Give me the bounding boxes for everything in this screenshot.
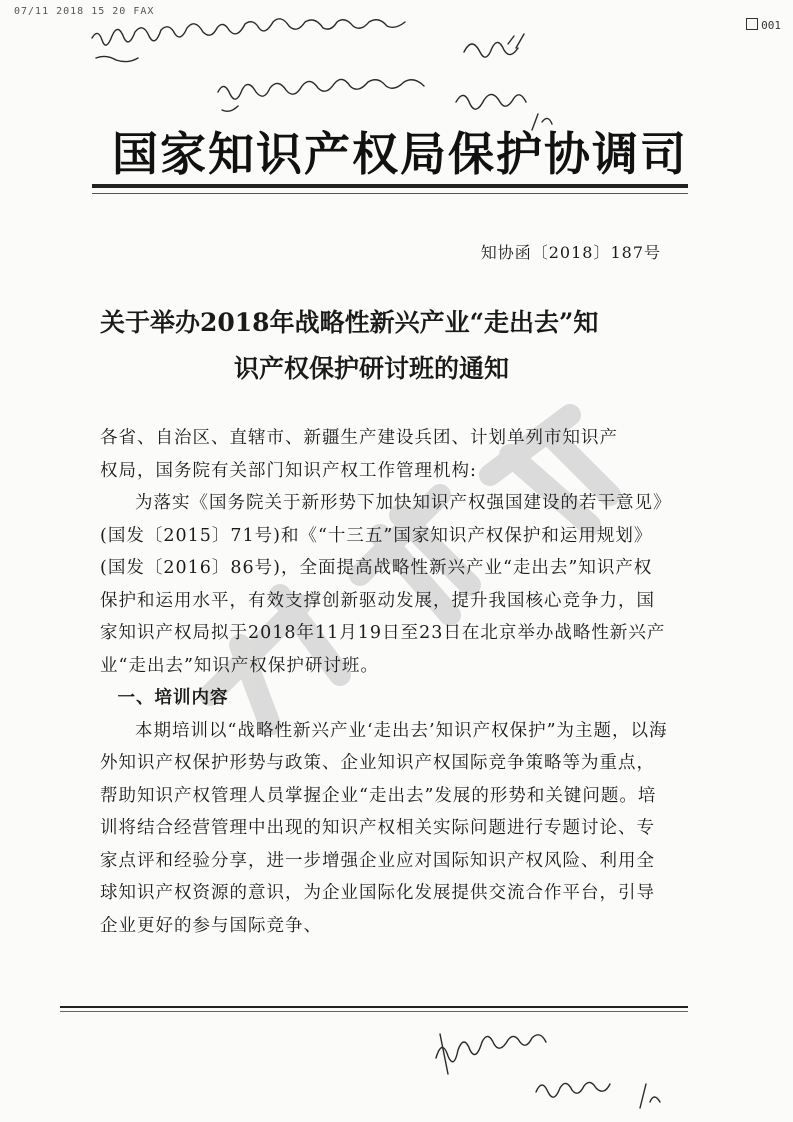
document-number: 知协函〔2018〕187号 [480,243,661,262]
fax-page-number: 001 [761,19,781,32]
addressee-line-2: 权局，国务院有关部门知识产权工作管理机构: [100,460,477,481]
document-title-line-1: 关于举办2018年战略性新兴产业“走出去”知 [100,308,599,337]
paragraph-purpose: 为落实《国务院关于新形势下加快知识产权强国建设的若干意见》(国发〔2015〕71号)和《“十三五”国家知识产权保护和运用规划》(国发〔2016〕86号)，全面提高战略性新兴产业“走出去”知识产权保护和运用水平，有效支撑创新驱动发展，提升我国核心竞争力，国家知识产权局拟于2018年11月19日至23日在北京举办战略性新兴产业“走出去”知识产权保护研讨班。 [100,493,666,676]
organization-letterhead: 国家知识产权局保护协调司 [112,127,688,181]
paragraph-training-content: 本期培训以“战略性新兴产业‘走出去’知识产权保护”为主题，以海外知识产权保护形势与政策、企业知识产权国际竞争策略等为重点，帮助知识产权管理人员掌握企业“走出去”发展的形势和关键问题。培训将结合经营管理中出现的知识产权相关实际问题进行专题讨论、专家点评和经验分享，进一步增强企业应对国际知识产权风险、利用全球知识产权资源的意识，为企业国际化发展提供交流合作平台，引导企业更好的参与国际竞争、 [100,720,668,936]
section-heading-training-content: 一、培训内容 [117,688,229,708]
addressee-line-1: 各省、自治区、直辖市、新疆生产建设兵团、计划单列市知识产 [100,428,618,448]
document-title-line-2: 识产权保护研讨班的通知 [234,354,510,383]
fax-header: 07/11 2018 15 20 FAX [14,6,155,17]
